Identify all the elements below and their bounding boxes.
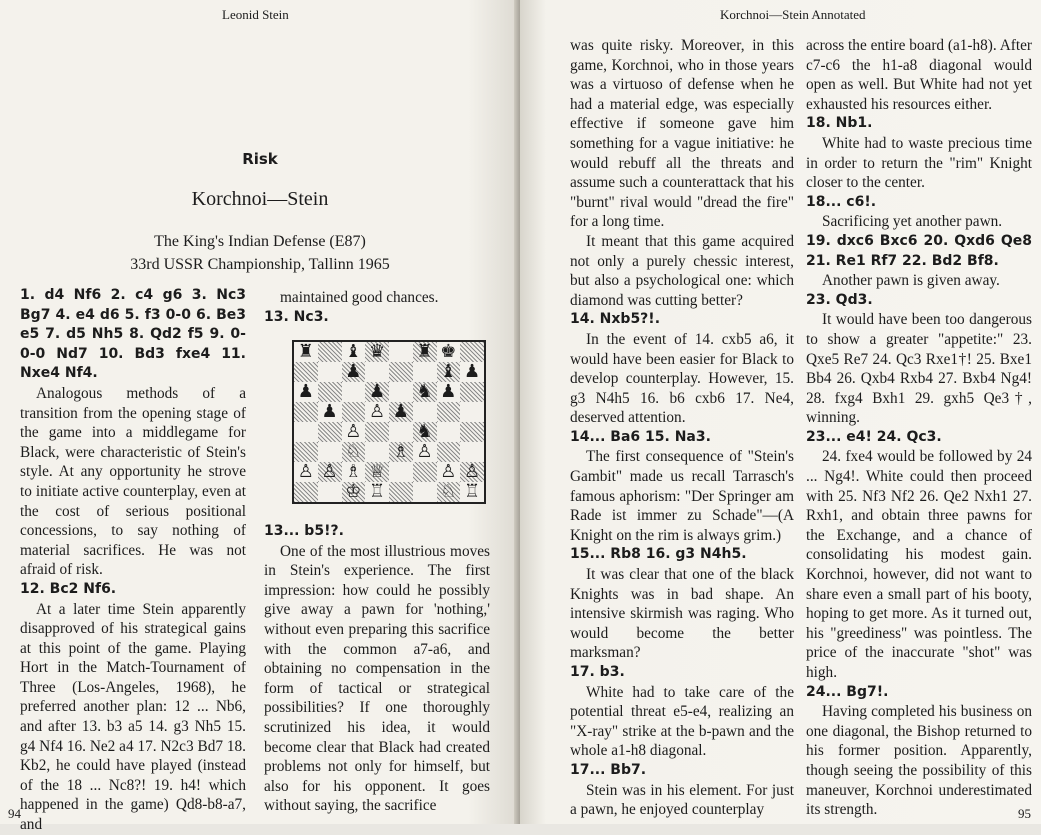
chess-piece-square: ♙ <box>437 462 461 482</box>
chess-square <box>413 362 437 382</box>
chess-piece-square: ♜ <box>294 342 318 362</box>
chess-piece-square: ♟ <box>294 382 318 402</box>
chess-piece-square: ♙ <box>294 462 318 482</box>
move-line: 17... Bb7. <box>570 761 647 778</box>
move-line: 12. Bc2 Nf6. <box>20 580 117 597</box>
move-line: 23... e4! 24. Qc3. <box>806 428 942 445</box>
chess-piece-square: ♖ <box>365 482 389 502</box>
chess-square <box>413 482 437 502</box>
chess-square <box>294 362 318 382</box>
chess-piece-square: ♗ <box>389 442 413 462</box>
chess-square <box>294 442 318 462</box>
move-line: 18... c6!. <box>806 193 877 210</box>
chess-piece-square: ♙ <box>342 422 366 442</box>
paragraph: It meant that this game acquired not only a purely chessic interest, but also a psychological one: which diamond was cutting better? <box>570 232 794 309</box>
paragraph: One of the most illustrious moves in Stein's experience. The first impression: how could he possibly give away a pawn for 'nothing,' without even preparing this sacrifice with the common a7-a6, and obtaining no compensation in the form of tactical or strategical possibilities? If one thoroughly scrutinized his idea, it would become clear that Black had created problems not only for himself, but also for his opponent. It goes without saying, the sacrifice <box>264 542 490 815</box>
paragraph: 24. fxe4 would be followed by 24 ... Ng4!. White could then proceed with 25. Nf3 Nf2 26. Qe2 Nxh1 27. Rxh1, and obtain three pawns for the Exchange, and a chance of consolidating his modest gain. Korchnoi, however, did not want to share even a small part of his booty, hoping to get more. As it turned out, his "greediness" was pointless. The price of the inaccurate "shot" was high. <box>806 448 1032 681</box>
paragraph: Stein was in his element. For just a pawn, he enjoyed counterplay <box>570 781 794 819</box>
running-head-right: Korchnoi—Stein Annotated <box>720 7 866 22</box>
chess-piece-square: ♗ <box>342 462 366 482</box>
event-title: 33rd USSR Championship, Tallinn 1965 <box>130 256 390 273</box>
paragraph: It would have been too dangerous to show a greater "appetite:" 23. Qxe5 Re7 24. Qc3 Rxe1†! 25. Bxe1 Bb4 26. Qxb4 Rxb4 27. Bxb4 Ng4! 28. fxg4 Bxh1 29. gxh5 Qe3†, winning. <box>806 311 1032 427</box>
chess-piece-square: ♙ <box>460 462 484 482</box>
chess-piece-square: ♖ <box>460 482 484 502</box>
chess-square <box>318 422 342 442</box>
chess-square <box>389 422 413 442</box>
move-line: 18. Nb1. <box>806 115 873 132</box>
left-column-2-bottom <box>264 522 490 816</box>
chess-square <box>318 442 342 462</box>
paragraph: White had to take care of the potential threat e5-e4, realizing an "X-ray" strike at the b-pawn and the whole a1-h8 diagonal. <box>570 683 794 760</box>
chess-square <box>413 462 437 482</box>
move-line: 14. Nxb5?!. <box>570 311 661 328</box>
chess-square <box>437 402 461 422</box>
chess-square <box>460 422 484 442</box>
chess-diagram <box>292 340 486 504</box>
chess-piece-square: ♝ <box>437 362 461 382</box>
left-page <box>0 0 520 834</box>
chess-square <box>437 422 461 442</box>
chess-piece-square: ♟ <box>460 362 484 382</box>
chess-square <box>318 382 342 402</box>
page-number-right: 95 <box>1018 806 1031 821</box>
chess-piece-square: ♕ <box>365 462 389 482</box>
chess-piece-square: ♝ <box>342 342 366 362</box>
move-line: 13... b5!?. <box>264 523 344 539</box>
paragraph: Sacrificing yet another pawn. <box>822 213 1003 231</box>
chess-square <box>389 342 413 362</box>
chess-square <box>460 442 484 462</box>
right-column-2 <box>806 36 1032 820</box>
paragraph: was quite risky. Moreover, in this game, Korchnoi, who in those years was a virtuoso of defense when he had a material edge, was especially effective if someone gave him something for a vague initiative: he would rebuff all the threats and assume such a counterattack that his "burnt" rival would "dread the fire" for a long time. <box>570 37 794 231</box>
paragraph: Analogous methods of a transition from the opening stage of the game into a middlegame for Black, were characteristic of Stein's style. At any opportunity he strove to initiate active counterplay, even at the cost of serious positional concessions, to say nothing of material sacrifices. He was not afraid of risk. <box>20 384 246 579</box>
move-line: 19. dxc6 Bxc6 20. Qxd6 Qe8 21. Re1 Rf7 22. Bd2 Bf8. <box>806 232 1032 269</box>
chess-piece-square: ♜ <box>413 342 437 362</box>
left-column-2-top <box>264 288 490 327</box>
page-number-left: 94 <box>8 806 21 821</box>
chess-square <box>460 342 484 362</box>
chess-square <box>342 402 366 422</box>
move-line: 14... Ba6 15. Na3. <box>570 428 711 445</box>
game-title: Korchnoi—Stein <box>191 188 329 210</box>
move-line: 24... Bg7!. <box>806 683 889 700</box>
chess-square <box>318 362 342 382</box>
running-head-left: Leonid Stein <box>222 7 289 22</box>
chess-piece-square: ♞ <box>413 382 437 402</box>
chess-piece-square: ♔ <box>342 482 366 502</box>
section-title: Risk <box>242 150 278 168</box>
chess-piece-square: ♘ <box>437 482 461 502</box>
chess-piece-square: ♚ <box>437 342 461 362</box>
chess-square <box>365 422 389 442</box>
move-line: 23. Qd3. <box>806 291 873 308</box>
right-page <box>520 0 1041 824</box>
paragraph: At a later time Stein apparently disapproved of his strategical gains at this point of the game. Playing Hort in the Match-Tournament of Three (Los-Angeles, 1968), he preferred another plan: 12 ... Nb6, and after 13. b3 a5 14. g3 Nh5 15. g4 Nf4 16. Ne2 a4 17. N2c3 Bd7 18. Kb2, he could have played (instead of the 18 ... Nc8?! 19. h4! which happened in the game) Qd8-b8-a7, and <box>20 600 246 834</box>
chess-square <box>389 382 413 402</box>
move-line: 17. b3. <box>570 664 625 680</box>
chess-square <box>389 462 413 482</box>
paragraph: White had to waste precious time in order to return the "rim" Knight closer to the center. <box>806 134 1032 192</box>
chess-square <box>460 402 484 422</box>
chess-square <box>389 482 413 502</box>
chess-piece-square: ♟ <box>365 382 389 402</box>
chess-piece-square: ♙ <box>413 442 437 462</box>
move-line: 15... Rb8 16. g3 N4h5. <box>570 546 747 563</box>
right-column-1 <box>570 36 794 820</box>
chess-piece-square: ♙ <box>365 402 389 422</box>
chess-square <box>389 362 413 382</box>
chess-square <box>365 442 389 462</box>
paragraph: Having completed his business on one diagonal, the Bishop returned to his former position. Apparently, though seeing the possibility of this maneuver, Korchnoi underestimated its strength. <box>806 703 1032 819</box>
left-column-1 <box>20 286 246 835</box>
chess-square <box>437 442 461 462</box>
chess-square <box>413 402 437 422</box>
chess-piece-square: ♟ <box>342 362 366 382</box>
chess-piece-square: ♟ <box>318 402 342 422</box>
chess-square <box>318 482 342 502</box>
move-line: 13. Nc3. <box>264 308 329 325</box>
paragraph: The first consequence of "Stein's Gambit" made us recall Tarrasch's famous aphorism: "Der Springer am Rade ist immer zu Schade"—(A Knight on the rim is always grim.) <box>570 448 794 544</box>
paragraph: It was clear that one of the black Knights was in bad shape. An intensive skirmish was raging. Who would become the better marksman? <box>570 566 794 662</box>
opening-title: The King's Indian Defense (E87) <box>154 233 366 250</box>
chess-square <box>294 402 318 422</box>
chess-square <box>460 382 484 402</box>
chess-square <box>294 482 318 502</box>
paragraph: maintained good chances. <box>280 289 439 306</box>
chess-piece-square: ♛ <box>365 342 389 362</box>
chess-piece-square: ♟ <box>437 382 461 402</box>
chess-piece-square: ♟ <box>389 402 413 422</box>
chess-piece-square: ♙ <box>318 462 342 482</box>
move-line: 1. d4 Nf6 2. c4 g6 3. Nc3 Bg7 4. e4 d6 5. f3 0-0 6. Be3 e5 7. d5 Nh5 8. Qd2 f5 9. 0-0-0 Nd7 10. Bd3 fxe4 11. Nxe4 Nf4. <box>20 287 246 382</box>
paragraph: Another pawn is given away. <box>822 272 1000 290</box>
paragraph: across the entire board (a1-h8). After c7-c6 the h1-a8 diagonal would open as well. But White had not yet exhausted his resources either. <box>806 37 1032 113</box>
chess-piece-square: ♞ <box>413 422 437 442</box>
chess-square <box>342 382 366 402</box>
chess-square <box>318 342 342 362</box>
chess-square <box>365 362 389 382</box>
paragraph: In the event of 14. cxb5 a6, it would have been easier for Black to develop counterplay. However, 15. g3 N4h5 16. b6 cxb6 17. Ne4, deserved attention. <box>570 330 794 427</box>
chess-square <box>294 422 318 442</box>
chess-piece-square: ♘ <box>342 442 366 462</box>
